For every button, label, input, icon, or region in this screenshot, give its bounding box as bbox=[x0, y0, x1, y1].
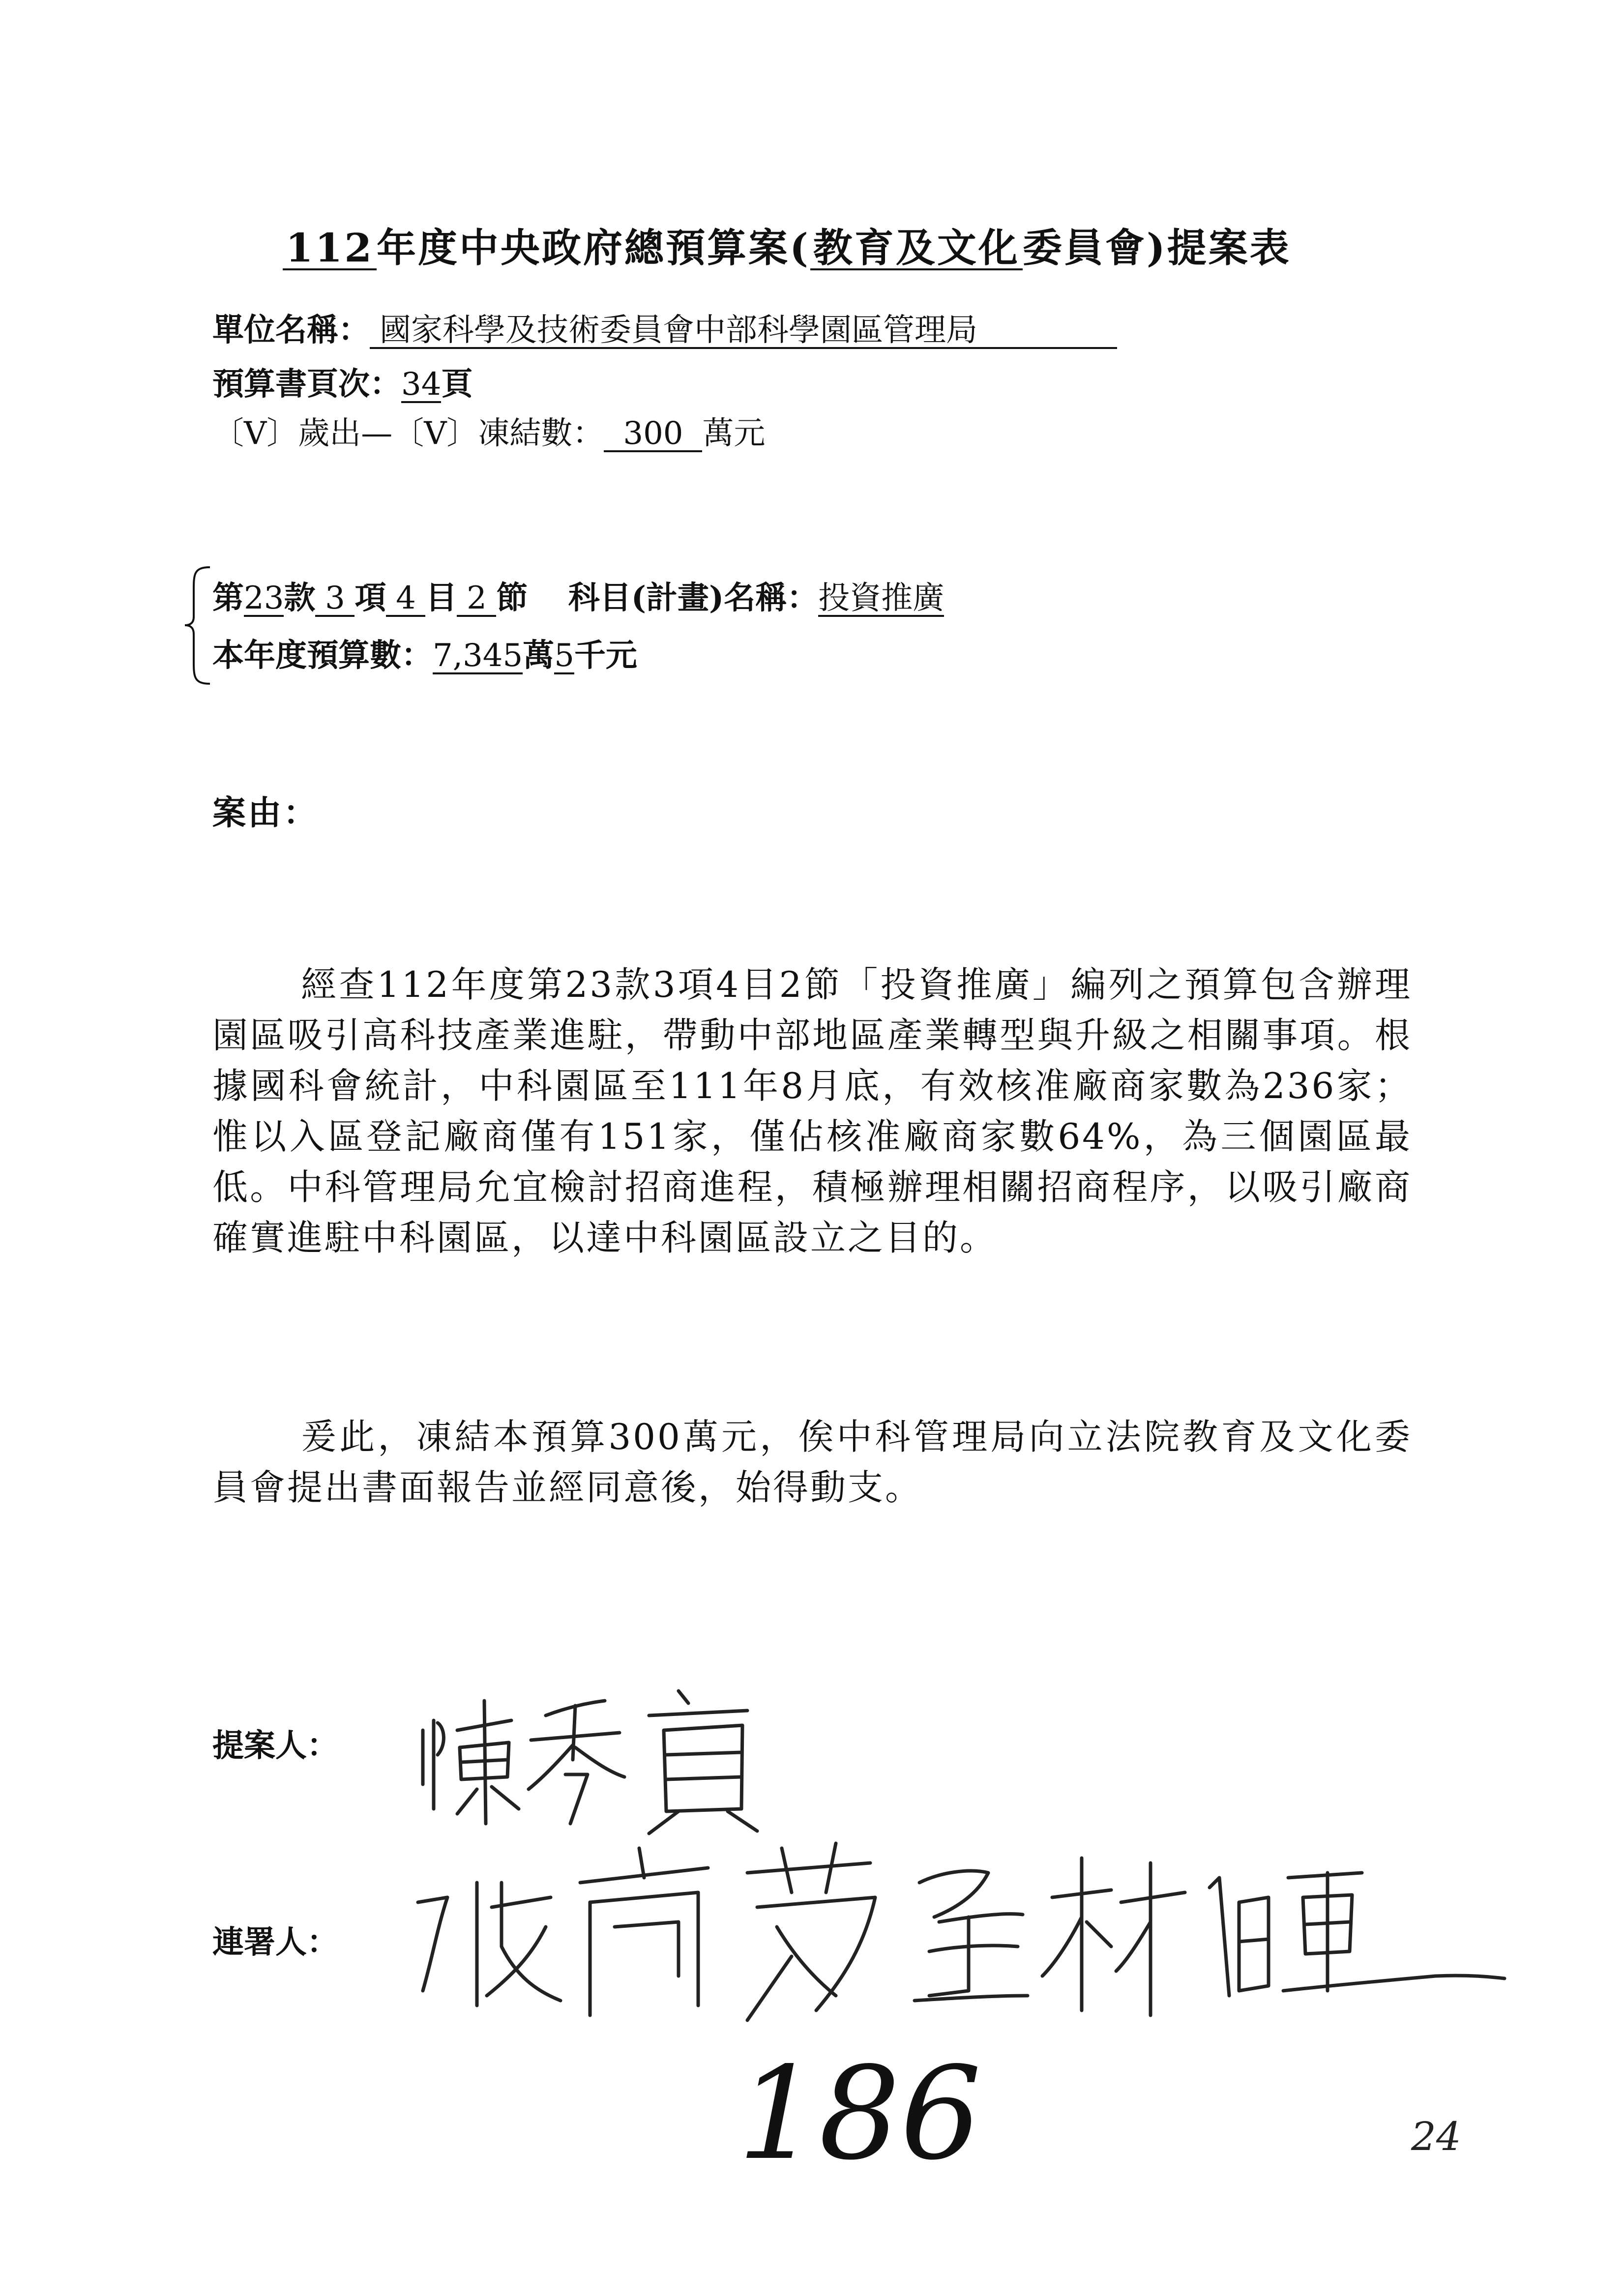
section-mu-label: 目 bbox=[425, 580, 457, 616]
title-year: 112 bbox=[283, 227, 377, 270]
section-mu-value: 4 bbox=[386, 582, 425, 617]
budget-page-suffix: 頁 bbox=[441, 366, 473, 403]
annual-budget-qian-label: 千元 bbox=[574, 637, 637, 674]
unit-name-value: 國家科學及技術委員會中部科學園區管理局 bbox=[370, 314, 1117, 349]
budget-page-value: 34 bbox=[401, 366, 442, 403]
section-xiang-value: 3 bbox=[315, 582, 354, 617]
unit-name-row bbox=[212, 305, 1117, 350]
project-name-value: 投資推廣 bbox=[818, 580, 945, 616]
freeze-amount-value: 300 bbox=[604, 417, 702, 452]
annual-budget-label: 本年度預算數： bbox=[212, 637, 433, 674]
page-number: 186 bbox=[738, 2040, 982, 2188]
title-committee: 教育及文化 bbox=[810, 227, 1023, 270]
proposer-signature bbox=[403, 1661, 806, 1838]
form-title bbox=[283, 216, 1291, 273]
project-name-label: 科目(計畫)名稱： bbox=[568, 580, 819, 616]
section-kuan-value: 23 bbox=[244, 580, 284, 616]
budget-page-label: 預算書頁次： bbox=[212, 366, 401, 403]
cosigner-label: 連署人： bbox=[212, 1924, 338, 1961]
title-part1: 年度中央政府總預算案( bbox=[377, 225, 810, 271]
reason-label: 案由： bbox=[212, 793, 319, 833]
proposer-label: 提案人： bbox=[212, 1727, 338, 1764]
cosigner-signatures bbox=[403, 1829, 1509, 2035]
freeze-amount-suffix: 萬元 bbox=[702, 415, 766, 452]
section-xiang-label: 項 bbox=[354, 580, 386, 616]
freeze-amount-prefix: 〔V〕歲出—〔V〕凍結數： bbox=[212, 415, 604, 452]
section-jie-label: 節 bbox=[496, 580, 528, 616]
reason-paragraph-2: 爰此，凍結本預算300萬元，俟中科管理局向立法院教育及文化委員會提出書面報告並經同意後，始得動支。 bbox=[212, 1416, 1412, 1508]
budget-page-row bbox=[212, 359, 472, 404]
annual-budget-qian: 5 bbox=[554, 638, 574, 674]
section-jie-value: 2 bbox=[457, 582, 496, 617]
corner-mark: 24 bbox=[1411, 2114, 1461, 2159]
reason-paragraph-1: 經查112年度第23款3項4目2節「投資推廣」編列之預算包含辦理園區吸引高科技產業進駐，帶動中部地區產業轉型與升級之相關事項。根據國科會統計，中科園區至111年8月底，有效核准廠商家數為236家；惟以入區登記廠商僅有151家，僅佔核准廠商家數64%，為三個園區最低。中科管理局允宜檢討招商進程，積極辦理相關招商程序，以吸引廠商確實進駐中科園區，以達中科園區設立之目的。 bbox=[212, 964, 1412, 1258]
freeze-amount-row bbox=[212, 408, 765, 453]
section-kuan-label: 款 bbox=[284, 580, 316, 616]
annual-budget-wan-label: 萬 bbox=[523, 637, 555, 674]
annual-budget-row bbox=[212, 630, 637, 675]
left-brace bbox=[183, 565, 212, 686]
unit-name-label: 單位名稱： bbox=[212, 312, 370, 349]
title-part2: 委員會)提案表 bbox=[1022, 225, 1291, 271]
annual-budget-wan: 7,345 bbox=[433, 638, 523, 674]
section-di: 第 bbox=[212, 580, 244, 616]
project-name bbox=[568, 580, 945, 616]
budget-section-row bbox=[212, 573, 944, 618]
